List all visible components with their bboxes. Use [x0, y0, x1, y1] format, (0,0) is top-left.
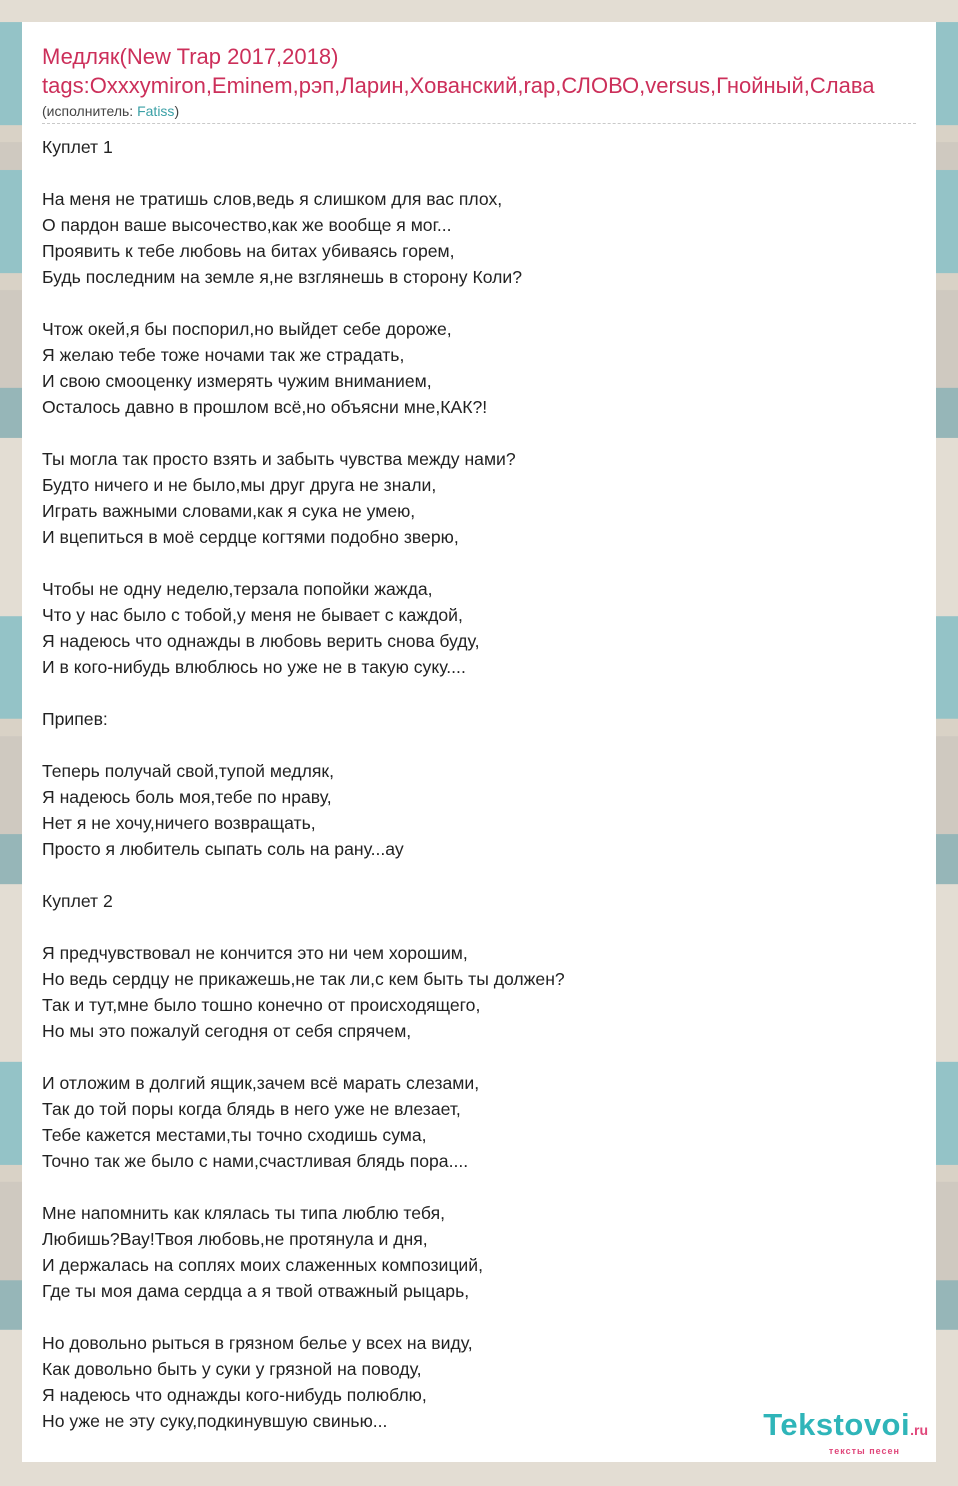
lyric-line: Точно так же было с нами,счастливая блядь пора....: [42, 1151, 469, 1171]
lyric-line: О пардон ваше высочество,как же вообще я мог...: [42, 215, 452, 235]
performer-suffix: ): [174, 103, 180, 119]
stanza-gap: [42, 420, 916, 446]
lyric-line: Осталось давно в прошлом всё,но объясни мне,КАК?!: [42, 397, 488, 417]
lyric-line: И свою смооценку измерять чужим вниманием,: [42, 371, 432, 391]
lyric-line: На меня не тратишь слов,ведь я слишком для вас плох,: [42, 189, 503, 209]
logo-tld: .ru: [910, 1422, 928, 1438]
stanza-gap: [42, 1174, 916, 1200]
stanza-gap: [42, 862, 916, 888]
lyric-line: Теперь получай свой,тупой медляк,: [42, 761, 335, 781]
lyric-line: Тебе кажется местами,ты точно сходишь сума,: [42, 1125, 427, 1145]
stanza-gap: [42, 290, 916, 316]
lyric-line: И держалась на соплях моих слаженных композиций,: [42, 1255, 483, 1275]
song-title: Медляк(New Trap 2017,2018): [42, 44, 339, 69]
lyric-line: Как довольно быть у суки у грязной на поводу,: [42, 1359, 422, 1379]
lyric-line: Ты могла так просто взять и забыть чувства между нами?: [42, 449, 516, 469]
lyric-line: Мне напомнить как клялась ты типа люблю тебя,: [42, 1203, 445, 1223]
lyric-line: Куплет 1: [42, 137, 113, 157]
stanza-gap: [42, 1044, 916, 1070]
lyric-line: Что у нас было с тобой,у меня не бывает с каждой,: [42, 605, 463, 625]
lyric-line: Но ведь сердцу не прикажешь,не так ли,с кем быть ты должен?: [42, 969, 565, 989]
stanza-gap: [42, 732, 916, 758]
lyric-line: И вцепиться в моё сердце когтями подобно зверю,: [42, 527, 459, 547]
logo-main-text: Tekstovoi: [763, 1407, 911, 1442]
lyric-line: Но довольно рыться в грязном белье у всех на виду,: [42, 1333, 473, 1353]
lyric-line: Нет я не хочу,ничего возвращать,: [42, 813, 316, 833]
performer-prefix: (исполнитель:: [42, 103, 138, 119]
lyric-line: Я надеюсь что однажды в любовь верить снова буду,: [42, 631, 480, 651]
lyric-line: Чтобы не одну неделю,терзала попойки жажда,: [42, 579, 433, 599]
performer-link[interactable]: Fatiss: [137, 103, 175, 119]
stanza-gap: [42, 914, 916, 940]
lyric-line: Но уже не эту суку,подкинувшую свинью...: [42, 1411, 388, 1431]
lyric-line: Играть важными словами,как я сука не умею,: [42, 501, 416, 521]
song-header: [42, 42, 916, 120]
lyric-line: Любишь?Вау!Твоя любовь,не протянула и дня,: [42, 1229, 428, 1249]
lyric-line: Будто ничего и не было,мы друг друга не знали,: [42, 475, 437, 495]
lyric-line: Так до той поры когда блядь в него уже не влезает,: [42, 1099, 461, 1119]
lyric-line: Так и тут,мне было тошно конечно от происходящего,: [42, 995, 481, 1015]
header-divider: [42, 123, 916, 124]
stanza-gap: [42, 160, 916, 186]
lyric-line: Чтож окей,я бы поспорил,но выйдет себе дороже,: [42, 319, 452, 339]
lyric-line: И отложим в долгий ящик,зачем всё марать слезами,: [42, 1073, 480, 1093]
logo-wordmark: [763, 1409, 928, 1446]
lyric-line: И в кого-нибудь влюблюсь но уже не в такую суку....: [42, 657, 466, 677]
stanza-gap: [42, 680, 916, 706]
stanza-gap: [42, 550, 916, 576]
lyric-line: Припев:: [42, 709, 108, 729]
lyric-line: Просто я любитель сыпать соль на рану...ау: [42, 839, 404, 859]
lyrics-body: [42, 134, 916, 1434]
performer-line: [42, 102, 916, 120]
stanza-gap: [42, 1304, 916, 1330]
logo-subtitle: тексты песен: [828, 1446, 900, 1456]
lyric-line: Я надеюсь боль моя,тебе по нраву,: [42, 787, 332, 807]
lyric-line: Куплет 2: [42, 891, 113, 911]
lyric-line: Будь последним на земле я,не взглянешь в сторону Коли?: [42, 267, 523, 287]
lyrics-card: [22, 22, 936, 1462]
song-tags: tags:Oxxxymiron,Eminem,рэп,Ларин,Хованский,rap,СЛОВО,versus,Гнойный,Слава: [42, 73, 875, 98]
lyric-line: Я желаю тебе тоже ночами так же страдать,: [42, 345, 405, 365]
lyric-line: Я предчувствовал не кончится это ни чем хорошим,: [42, 943, 468, 963]
lyric-line: Где ты моя дама сердца а я твой отважный рыцарь,: [42, 1281, 470, 1301]
site-logo[interactable]: [763, 1409, 928, 1456]
lyric-line: Я надеюсь что однажды кого-нибудь полюблю,: [42, 1385, 427, 1405]
lyric-line: Но мы это пожалуй сегодня от себя спрячем,: [42, 1021, 412, 1041]
lyric-line: Проявить к тебе любовь на битах убиваясь горем,: [42, 241, 455, 261]
